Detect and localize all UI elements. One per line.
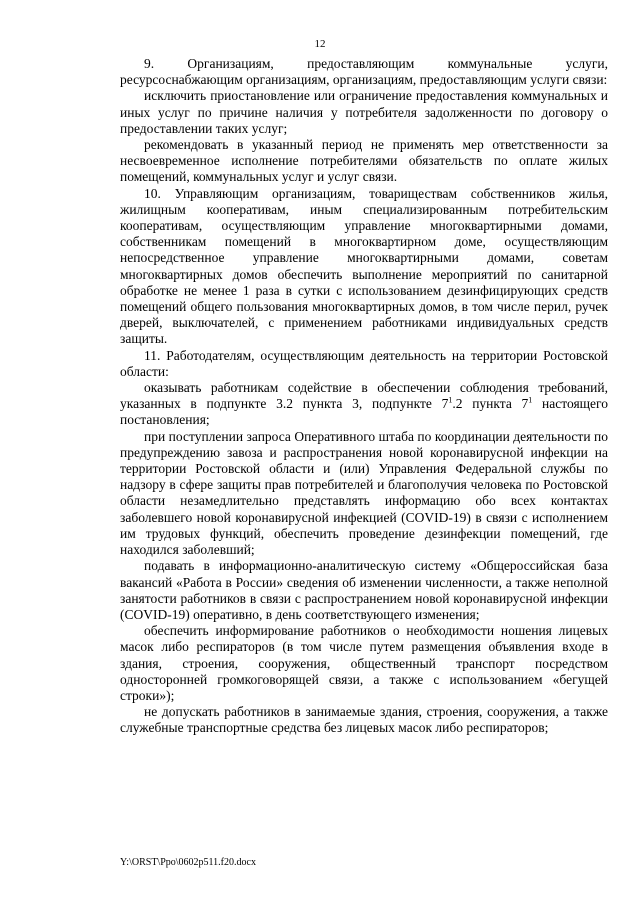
- page-number: 12: [314, 38, 326, 50]
- paragraph-10: 10. Управляющим организациям, товариществам собственников жилья, жилищным кооперативам, иным специализированным потребительским кооперативам, осуществляющим управление многоквартирными домами, собственникам помещений в многоквартирном доме, осуществляющим непосредственное управление многоквартирными домами, советам многоквартирных домов обеспечить выполнение мероприятий по санитарной обработке не менее 1 раза в сутки с использованием дезинфицирующих средств помещений общего пользования многоквартирных домов, в том числе перил, ручек дверей, выключателей, с применением работниками индивидуальных средств защиты.: [120, 185, 608, 347]
- superscript-2: 1: [528, 395, 533, 405]
- paragraph-11-item-3: подавать в информационно-аналитическую систему «Общероссийская база вакансий «Работа в России» сведения об изменении численности, а также неполной занятости работников в связи с распространением новой коронавирусной инфекции (COVID-19) оперативно, в день соответствующего изменения;: [120, 558, 608, 622]
- paragraph-11-item-1-text-c: настоящего постановления;: [120, 396, 608, 428]
- paragraph-11-item-1: [120, 380, 608, 429]
- paragraph-11-item-2: при поступлении запроса Оперативного штаба по координации деятельности по предупреждению завоза и распространения новой коронавирусной инфекции на территории Ростовской области и (или) Управления Федеральной службы по надзору в сфере защиты прав потребителей и благополучия человека по Ростовской области незамедлительно представлять информацию обо всех контактах заболевшего новой коронавирусной инфекцией (COVID-19) в связи с исполнением им трудовых функций, обеспечить проведение дезинфекции помещений, где находился заболевший;: [120, 428, 608, 558]
- paragraph-11-item-1-text-b: .2 пункта 7: [452, 396, 529, 412]
- paragraph-9: 9. Организациям, предоставляющим коммунальные услуги, ресурсоснабжающим организациям, организациям, предоставляющим услуги связи:: [120, 56, 608, 88]
- paragraph-11: 11. Работодателям, осуществляющим деятельность на территории Ростовской области:: [120, 347, 608, 379]
- document-body: [120, 56, 608, 737]
- paragraph-11-item-1-text-a: оказывать работникам содействие в обеспечении соблюдения требований, указанных в подпункте 3.2 пункта 3, подпункте 7: [120, 380, 608, 412]
- paragraph-9-item-1: исключить приостановление или ограничение предоставления коммунальных и иных услуг по причине наличия у потребителя задолженности по договору о предоставлении таких услуг;: [120, 88, 608, 136]
- paragraph-11-item-5: не допускать работников в занимаемые здания, строения, сооружения, а также служебные транспортные средства без лицевых масок либо респираторов;: [120, 704, 608, 736]
- paragraph-11-item-4: обеспечить информирование работников о необходимости ношения лицевых масок либо респираторов (в том числе путем размещения объявления входе в здания, строения, сооружения, общественный транспорт посредством односторонней громкоговорящей связи, а также с использованием «бегущей строки»);: [120, 623, 608, 703]
- superscript-1: 1: [448, 395, 453, 405]
- paragraph-9-item-2: рекомендовать в указанный период не применять мер ответственности за несвоевременное исполнение потребителями обязательств по оплате жилых помещений, коммунальных услуг и услуг связи.: [120, 137, 608, 185]
- file-path-footer: Y:\ORST\Ppo\0602p511.f20.docx: [120, 857, 256, 868]
